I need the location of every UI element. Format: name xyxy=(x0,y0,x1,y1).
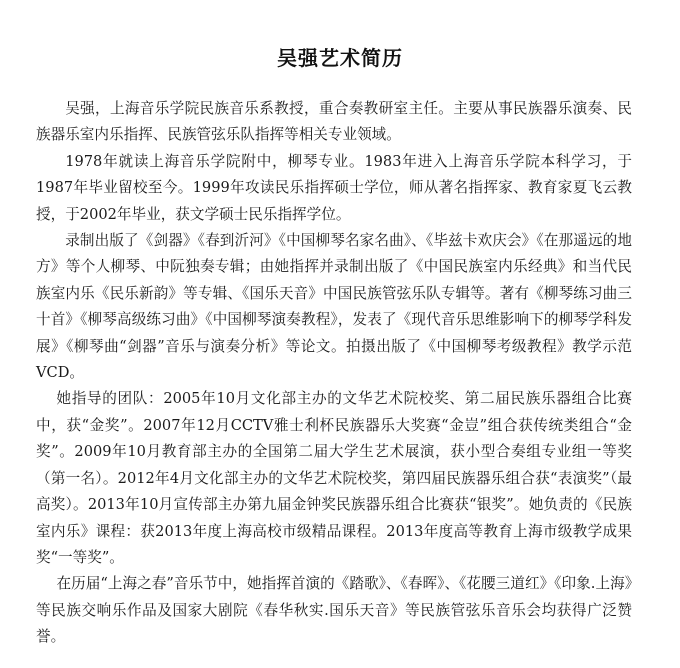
document-title: 吴强艺术简历 xyxy=(277,46,403,70)
paragraph-education: 1978年就读上海音乐学院附中，柳琴专业。1983年进入上海音乐学院本科学习，于1987年毕业留校至今。1999年攻读民乐指挥硕士学位，师从著名指挥家、教育家夏飞云教授，于2002年毕业，获文学硕士民乐指挥学位。 xyxy=(36,152,632,223)
paragraph-publications: 录制出版了《剑器》《春到沂河》《中国柳琴名家名曲》、《毕兹卡欢庆会》《在那遥远的地方》等个人柳琴、中阮独奏专辑；由她指挥并录制出版了《中国民族室内乐经典》和当代民族室内乐《民乐新韵》等专辑、《国乐天音》中国民族管弦乐队专辑等。著有《柳琴练习曲三十首》《柳琴高级练习曲》《中国柳琴演奏教程》，发表了《现代音乐思维影响下的柳琴学科发展》《柳琴曲“剑器”音乐与演奏分析》等论文。拍摄出版了《中国柳琴考级教程》教学示范VCD。 xyxy=(36,232,632,382)
document-body xyxy=(36,96,632,651)
paragraph-awards: 她指导的团队：2005年10月文化部主办的文华艺术院校奖、第二届民族乐器组合比赛中，获“金奖”。2007年12月CCTV雅士利杯民族器乐大奖赛“金豈”组合获传统类组合“金奖”。2009年10月教育部主办的全国第二届大学生艺术展演，获小型合奏组专业组一等奖（第一名）。2012年4月文化部主办的文华艺术院校奖，第四届民族器乐组合获“表演奖”（最高奖）。2013年10月宣传部主办第九届金钟奖民族器乐组合比赛获“银奖”。她负责的《民族室内乐》课程：获2013年度上海高校市级精品课程。2013年度高等教育上海市级教学成果奖“一等奖”。 xyxy=(36,390,632,566)
paragraph-intro: 吴强，上海音乐学院民族音乐系教授，重合奏教研室主任。主要从事民族器乐演奏、民族器乐室内乐指挥、民族管弦乐队指挥等相关专业领域。 xyxy=(36,100,632,144)
paragraph-performances: 在历届“上海之春”音乐节中，她指挥首演的《踏歌》、《春晖》、《花腰三道红》《印象.上海》等民族交响乐作品及国家大剧院《春华秋实.国乐天音》等民族管弦乐音乐会均获得广泛赞誉。 xyxy=(36,575,632,646)
